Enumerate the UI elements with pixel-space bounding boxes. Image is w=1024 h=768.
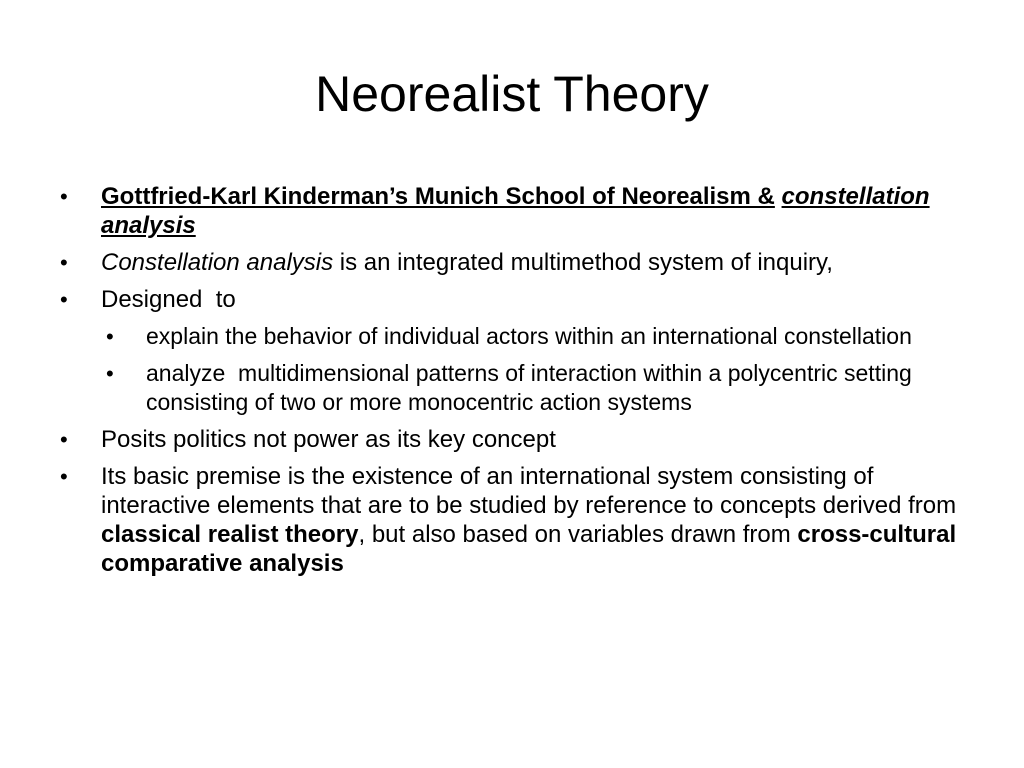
bullet-italic-lead: Constellation analysis [101, 249, 334, 276]
sub-bullet-item [58, 359, 978, 417]
sub-bullet-item [58, 322, 978, 351]
slide-title: Neorealist Theory [315, 66, 709, 122]
bullet-heading-italic-text: constellation analysis [101, 183, 930, 239]
bullet-text: , but also based on variables drawn from [358, 521, 798, 548]
bullet-marker: • [106, 361, 114, 386]
bullet-marker: • [60, 184, 68, 209]
bullet-text: Its basic premise is the existence of an international system consisting of interactive elements that are to be studied by reference to concepts derived from [101, 463, 957, 519]
bullet-heading-text: Gottfried-Karl Kinderman’s Munich School of Neorealism & [101, 183, 775, 210]
bullet-marker: • [60, 250, 68, 275]
bullet-text: Designed to [101, 286, 236, 313]
sub-bullet-text: analyze multidimensional patterns of interaction within a polycentric setting consisting of two or more monocentric action systems [146, 360, 919, 415]
bullet-marker: • [106, 324, 114, 349]
bullet-bold-text: cross-cultural comparative analysis [101, 521, 957, 577]
bullet-text: is an integrated multimethod system of inquiry, [333, 249, 833, 276]
bullet-marker: • [60, 287, 68, 312]
bullet-list [58, 182, 978, 586]
bullet-item [58, 285, 978, 314]
bullet-text: Posits politics not power as its key concept [101, 426, 556, 453]
bullet-marker: • [60, 464, 68, 489]
bullet-item [58, 248, 978, 277]
bullet-item [58, 425, 978, 454]
bullet-marker: • [60, 427, 68, 452]
bullet-item [58, 462, 978, 578]
bullet-item [58, 182, 978, 240]
sub-bullet-text: explain the behavior of individual actors within an international constellation [146, 323, 912, 349]
bullet-bold-text: classical realist theory [101, 521, 359, 548]
